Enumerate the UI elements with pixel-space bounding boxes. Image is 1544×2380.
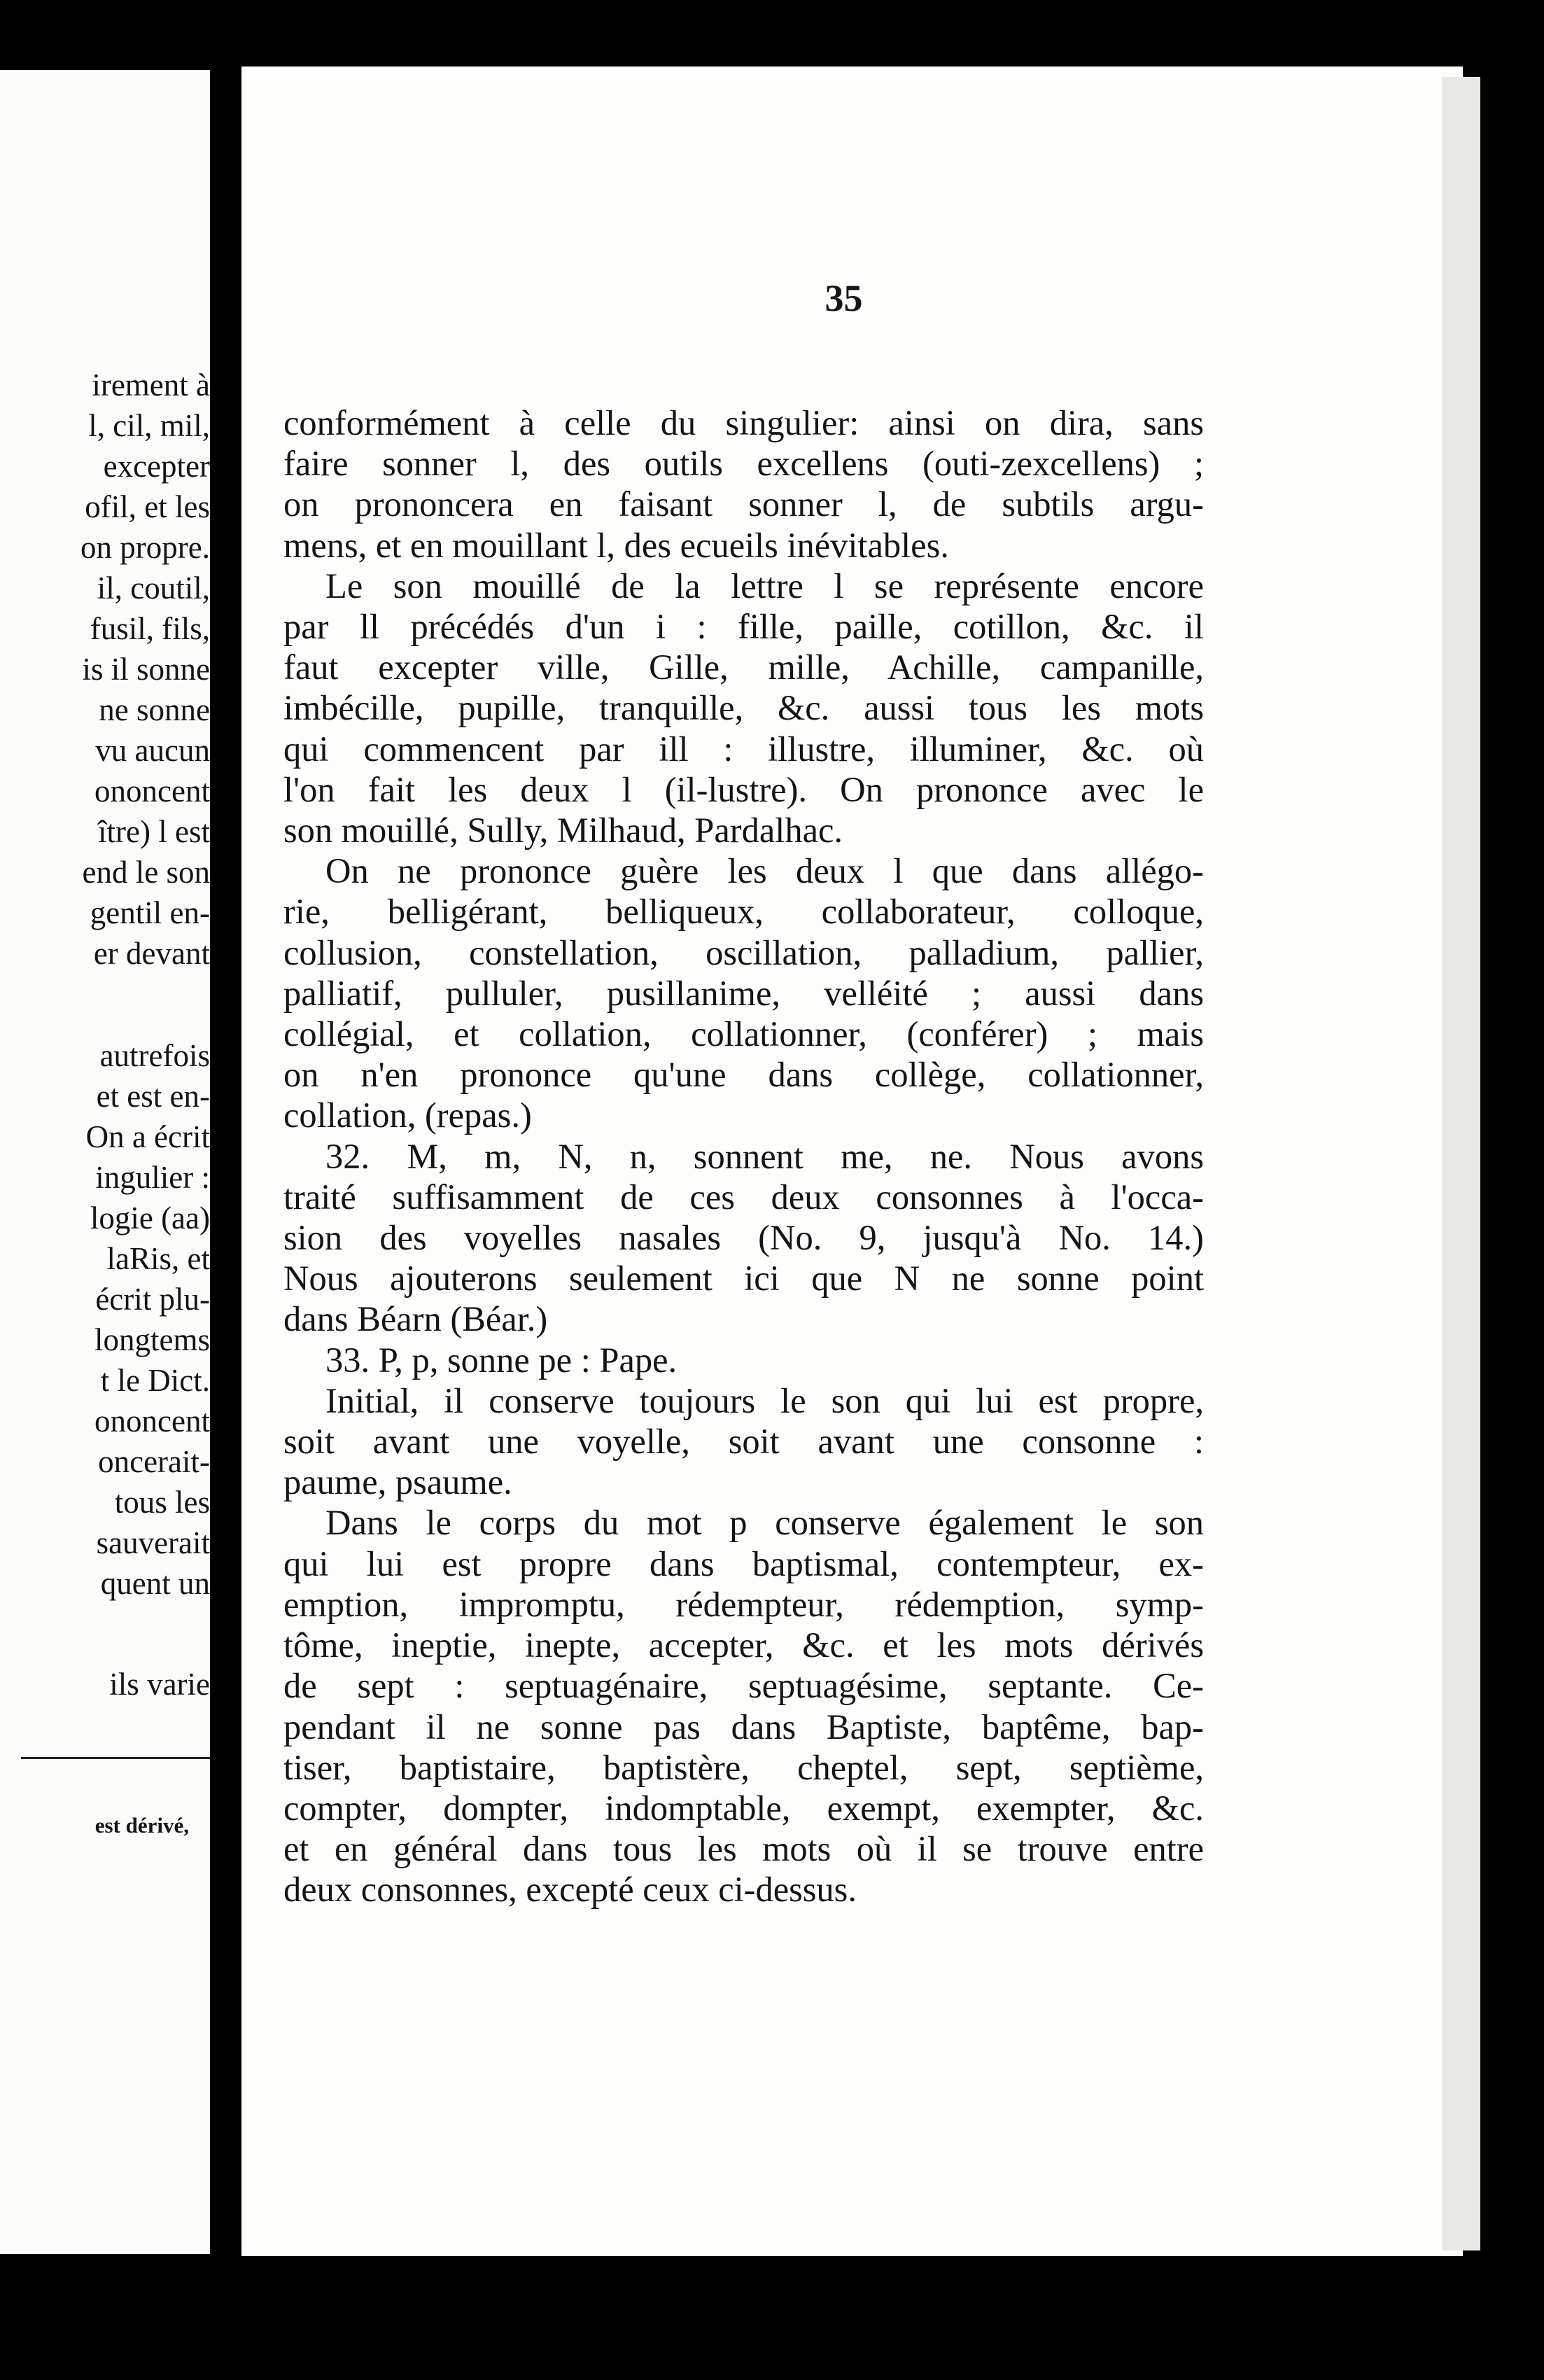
left-page-line: ître) l est [98, 814, 210, 849]
left-page-line: ononcent [94, 774, 210, 808]
left-page-line: is il sonne [82, 652, 210, 687]
text-line: Nous ajouterons seulement ici que N ne sonne point [283, 1259, 1204, 1298]
left-page-line: ils varie [109, 1667, 210, 1702]
left-page-footnote: est dérivé, [94, 1813, 189, 1837]
left-page-line: logie (aa) [90, 1200, 210, 1236]
text-line: pendant il ne sonne pas dans Baptiste, baptême, bap- [283, 1707, 1204, 1746]
text-line: On ne prononce guère les deux l que dans allégo- [325, 851, 1204, 891]
left-page-line: gentil en- [90, 895, 210, 930]
text-line: rie, belligérant, belliqueux, collaborateur, colloque, [283, 892, 1204, 932]
text-line: son mouillé, Sully, Milhaud, Pardalhac. [283, 811, 843, 850]
text-line: paume, psaume. [283, 1462, 512, 1502]
text-line: deux consonnes, excepté ceux ci-dessus. [283, 1870, 857, 1910]
left-page-line: quent un [100, 1566, 210, 1601]
page-number: 35 [824, 277, 863, 319]
left-page-line: il, coutil, [97, 570, 210, 606]
text-line: collation, (repas.) [283, 1096, 532, 1135]
text-line: on n'en prononce qu'une dans collège, collationner, [283, 1055, 1204, 1095]
left-page-line: ingulier : [95, 1160, 210, 1195]
left-page-line: laRis, et [106, 1241, 210, 1276]
left-page-line: excepter [103, 449, 210, 484]
text-line: on prononcera en faisant sonner l, de subtils argu- [283, 484, 1204, 524]
left-page-line: ononcent [94, 1404, 210, 1438]
left-page-line: irement à [92, 368, 210, 402]
text-line: de sept : septuagénaire, septuagésime, septante. Ce- [283, 1666, 1204, 1706]
left-facing-page [0, 70, 210, 2254]
left-page-line: er devant [93, 936, 210, 971]
text-line: par ll précédés d'un i : fille, paille, cotillon, &c. il [283, 607, 1204, 647]
text-line: mens, et en mouillant l, des ecueils inévitables. [283, 525, 949, 565]
text-line: Dans le corps du mot p conserve également le son [325, 1503, 1204, 1543]
text-line: palliatif, pulluler, pusillanime, velléité ; aussi dans [283, 973, 1204, 1013]
right-page [241, 66, 1463, 2256]
text-line: Le son mouillé de la lettre l se représente encore [325, 566, 1204, 606]
left-page-line: ne sonne [99, 692, 210, 727]
text-line: conformément à celle du singulier: ainsi on dira, sans [283, 403, 1204, 442]
left-page-line: tous les [114, 1485, 210, 1520]
text-line: sion des voyelles nasales (No. 9, jusqu'à No. 14.) [283, 1218, 1204, 1258]
text-line: et en général dans tous les mots où il se trouve entre [283, 1829, 1204, 1869]
body-text [283, 402, 1204, 1910]
text-line: collusion, constellation, oscillation, palladium, pallier, [283, 932, 1204, 972]
text-line: l'on fait les deux l (il-lustre). On prononce avec le [283, 769, 1204, 809]
left-page-line: oncerait- [98, 1444, 210, 1479]
text-line: faire sonner l, des outils excellens (outi-zexcellens) ; [283, 444, 1204, 484]
left-page-line: On a écrit [85, 1119, 210, 1154]
text-line: traité suffisamment de ces deux consonnes à l'occa- [283, 1177, 1204, 1217]
text-line: dans Béarn (Béar.) [283, 1299, 548, 1339]
left-page-line: longtems [94, 1322, 210, 1357]
text-line: faut excepter ville, Gille, mille, Achille, campanille, [283, 648, 1204, 687]
text-line: compter, dompter, indomptable, exempt, exempter, &c. [283, 1788, 1204, 1828]
text-line: collégial, et collation, collationner, (conférer) ; mais [283, 1014, 1204, 1054]
text-line: qui commencent par ill : illustre, illuminer, &c. où [283, 729, 1204, 769]
left-page-line: vu aucun [95, 733, 210, 768]
footnote-rule [21, 1757, 210, 1759]
text-line: 32. M, m, N, n, sonnent me, ne. Nous avons [325, 1136, 1204, 1176]
text-line: tiser, baptistaire, baptistère, cheptel, sept, septième, [283, 1747, 1204, 1787]
text-line: 33. P, p, sonne pe : Pape. [325, 1340, 678, 1380]
left-page-line: end le son [82, 855, 210, 890]
left-page-line: autrefois [99, 1038, 210, 1073]
left-page-line: fusil, fils, [90, 611, 210, 646]
left-page-line: l, cil, mil, [88, 408, 210, 443]
left-page-line: sauverait [96, 1525, 210, 1560]
text-line: qui lui est propre dans baptismal, contempteur, ex- [283, 1544, 1204, 1583]
page-edge [1442, 77, 1480, 2250]
text-line: imbécille, pupille, tranquille, &c. aussi tous les mots [283, 688, 1204, 728]
left-page-line: et est en- [96, 1079, 210, 1114]
left-page-line: écrit plu- [95, 1282, 210, 1317]
text-line: emption, impromptu, rédempteur, rédemption, symp- [283, 1584, 1204, 1624]
text-line: tôme, ineptie, inepte, accepter, &c. et les mots dérivés [283, 1625, 1204, 1665]
left-page-line: t le Dict. [100, 1363, 210, 1398]
left-page-line: on propre. [80, 530, 210, 565]
text-line: soit avant une voyelle, soit avant une consonne : [283, 1422, 1204, 1462]
text-line: Initial, il conserve toujours le son qui lui est propre, [325, 1380, 1204, 1420]
left-page-line: ofil, et les [85, 489, 210, 524]
